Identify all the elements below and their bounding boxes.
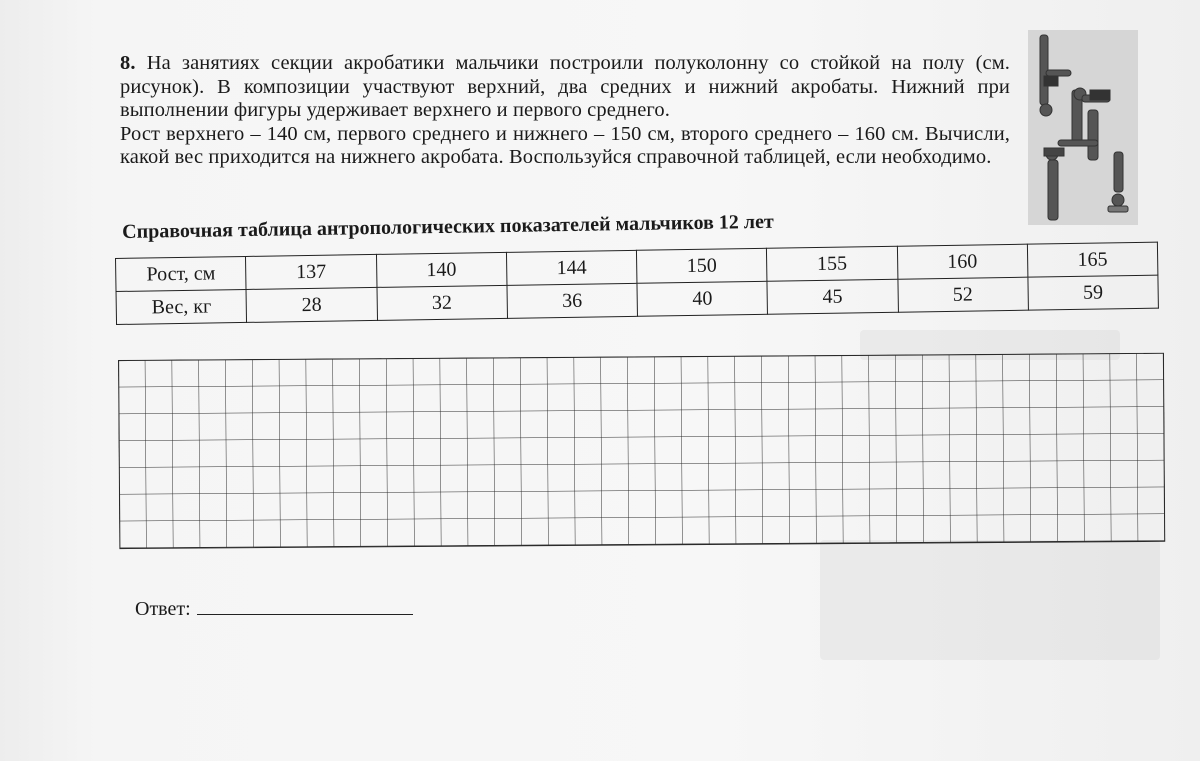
weight-cell: 36 xyxy=(507,283,638,318)
weight-cell: 52 xyxy=(897,277,1028,312)
height-cell: 140 xyxy=(376,252,507,287)
height-cell: 155 xyxy=(767,246,898,281)
solution-grid-svg xyxy=(118,353,1165,552)
height-cell: 137 xyxy=(246,254,377,289)
height-cell: 165 xyxy=(1027,242,1158,277)
row-label-weight: Вес, кг xyxy=(116,289,247,324)
answer-label: Ответ: xyxy=(135,598,191,620)
weight-cell: 59 xyxy=(1028,275,1159,310)
problem-statement xyxy=(120,52,1010,170)
answer-line[interactable] xyxy=(197,596,413,615)
acrobats-figure-svg xyxy=(1028,30,1138,225)
height-cell: 144 xyxy=(506,250,637,285)
weight-cell: 28 xyxy=(246,287,377,322)
height-cell: 160 xyxy=(897,244,1028,279)
reference-table xyxy=(115,242,1159,325)
height-cell: 150 xyxy=(636,248,767,283)
weight-cell: 32 xyxy=(377,285,508,320)
acrobats-image xyxy=(1028,30,1138,225)
table-title: Справочная таблица антропологических показателей мальчиков 12 лет xyxy=(122,210,774,243)
row-label-height: Рост, см xyxy=(116,256,247,291)
weight-cell: 45 xyxy=(767,279,898,314)
problem-number: 8. xyxy=(120,52,136,74)
solution-grid[interactable] xyxy=(118,353,1165,557)
problem-paragraph-2 xyxy=(120,123,1010,170)
problem-text-1: На занятиях секции акробатики мальчики построили полуколонну со стойкой на полу (см. рисунок). В композиции участвуют верхний, два средних и нижний акробаты. Нижний при выполнении фигуры удерживает верхнего и первого среднего. xyxy=(120,52,1010,121)
weight-cell: 40 xyxy=(637,281,768,316)
problem-text-2: Рост верхнего – 140 см, первого среднего и нижнего – 150 см, второго среднего – 160 см. Вычисли, какой вес приходится на нижнего акробата. Воспользуйся справочной таблицей, если необходимо. xyxy=(120,122,1010,168)
problem-paragraph-1 xyxy=(120,52,1010,123)
answer-block xyxy=(135,596,413,621)
scan-shadow xyxy=(820,540,1160,660)
